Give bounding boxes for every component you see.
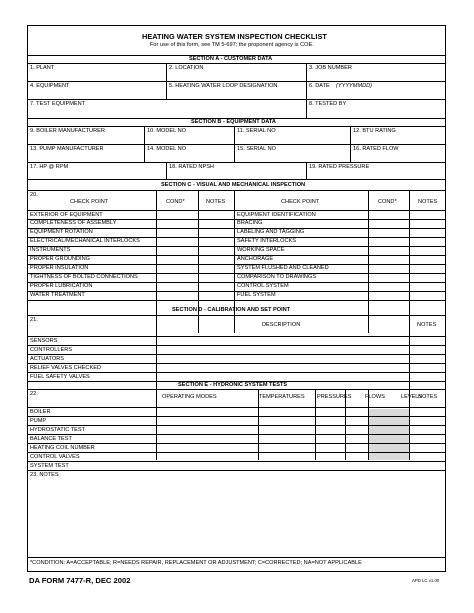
divider	[409, 315, 410, 389]
form-version: APD LC v1.00	[412, 578, 440, 583]
divider	[28, 300, 445, 301]
item-number-22: 22.	[30, 391, 38, 397]
operating-modes-header: OPERATING MODES	[162, 394, 217, 400]
check-point-header-left: CHECK POINT	[70, 199, 109, 205]
tested-by-field[interactable]: 8. TESTED BY	[309, 101, 347, 107]
btu-rating-field[interactable]: 12. BTU RATING	[353, 128, 396, 134]
check-item: ELECTRICAL/MECHANICAL INTERLOCKS	[30, 238, 140, 244]
inspection-checklist-form	[27, 25, 446, 572]
divider	[28, 363, 445, 364]
hp-rpm-field[interactable]: 17. HP @ RPM	[30, 164, 69, 170]
notes-area[interactable]: 23. NOTES	[30, 472, 59, 478]
form-title: HEATING WATER SYSTEM INSPECTION CHECKLIST	[142, 32, 327, 41]
hydronic-test-item: HEATING COIL NUMBER	[30, 445, 95, 451]
check-item: FUEL SYSTEM	[237, 292, 276, 298]
notes-header-right: NOTES	[418, 199, 438, 205]
pump-serial-field[interactable]: 15. SERIAL NO	[237, 146, 276, 152]
boiler-serial-field[interactable]: 11. SERIAL NO	[237, 128, 276, 134]
calibration-item: ACTUATORS	[30, 356, 64, 362]
divider	[28, 354, 445, 355]
divider	[28, 237, 445, 238]
item-number-21: 21.	[30, 317, 38, 323]
divider	[28, 246, 445, 247]
divider	[28, 372, 445, 373]
divider	[368, 190, 369, 333]
divider	[409, 190, 410, 333]
divider	[28, 470, 445, 471]
divider	[28, 255, 445, 256]
notes-header-left: NOTES	[206, 199, 226, 205]
hydronic-test-item: CONTROL VALVES	[30, 454, 80, 460]
divider	[28, 81, 445, 82]
check-item: COMPLETENESS OF ASSEMBLY	[30, 220, 117, 226]
divider	[28, 273, 445, 274]
divider	[166, 162, 167, 179]
location-field[interactable]: 2. LOCATION	[169, 65, 204, 71]
notes-header: NOTES	[418, 394, 438, 400]
divider	[28, 219, 445, 220]
divider	[28, 345, 445, 346]
rated-npsh-field[interactable]: 18. RATED NPSH	[169, 164, 214, 170]
divider	[28, 210, 445, 211]
divider	[28, 452, 445, 453]
divider	[28, 315, 445, 316]
check-item: SYSTEM FLUSHED AND CLEANED	[237, 265, 329, 271]
hydronic-test-item: HYDROSTATIC TEST	[30, 427, 86, 433]
divider	[28, 99, 445, 100]
temperatures-header: TEMPERATURES	[259, 394, 305, 400]
divider	[28, 425, 445, 426]
divider	[28, 416, 445, 417]
divider	[28, 557, 445, 558]
divider	[28, 407, 445, 408]
divider	[28, 228, 445, 229]
date-field[interactable]: 6. DATE	[309, 83, 330, 89]
hydronic-test-item: SYSTEM TEST	[30, 463, 69, 469]
check-item: PROPER GROUNDING	[30, 256, 90, 262]
section-e-title: SECTION E - HYDRONIC SYSTEM TESTS	[178, 382, 288, 388]
divider	[28, 389, 445, 390]
divider	[28, 291, 445, 292]
section-a-title: SECTION A - CUSTOMER DATA	[189, 56, 273, 62]
boiler-manufacturer-field[interactable]: 9. BOILER MANUFACTURER	[30, 128, 105, 134]
rated-flow-field[interactable]: 16. RATED FLOW	[353, 146, 399, 152]
pressures-header: PRESSURES	[317, 394, 352, 400]
check-item: WORKING SPACE	[237, 247, 285, 253]
boiler-model-field[interactable]: 10. MODEL NO	[147, 128, 186, 134]
check-item: LABELING AND TAGGING	[237, 229, 305, 235]
section-c-title: SECTION C - VISUAL AND MECHANICAL INSPECTION	[161, 182, 306, 188]
divider	[156, 190, 157, 333]
divider	[28, 434, 445, 435]
pump-model-field[interactable]: 14. MODEL NO	[147, 146, 186, 152]
divider	[28, 336, 445, 337]
check-item: COMPARISON TO DRAWINGS	[237, 274, 317, 280]
check-point-header-right: CHECK POINT	[281, 199, 320, 205]
divider	[28, 144, 445, 145]
form-id: DA FORM 7477-R, DEC 2002	[29, 576, 131, 585]
calibration-item: FUEL SAFETY VALVES	[30, 374, 90, 380]
date-format-hint: (YYYYMMDD)	[336, 83, 373, 89]
calibration-item: CONTROLLERS	[30, 347, 72, 353]
divider	[28, 179, 445, 180]
hydronic-test-item: BALANCE TEST	[30, 436, 72, 442]
section-b-title: SECTION B - EQUIPMENT DATA	[191, 119, 276, 125]
check-item: SAFETY INTERLOCKS	[237, 238, 296, 244]
description-header: DESCRIPTION	[262, 322, 301, 328]
form-subtitle: For use of this form, see TM 5-697; the proponent agency is COE.	[150, 42, 314, 48]
divider	[156, 315, 157, 389]
levels-header: LEVELS	[401, 394, 423, 400]
pump-manufacturer-field[interactable]: 13. PUMP MANUFACTURER	[30, 146, 104, 152]
divider	[28, 190, 445, 191]
test-equipment-field[interactable]: 7. TEST EQUIPMENT	[30, 101, 86, 107]
plant-field[interactable]: 1. PLANT	[30, 65, 55, 71]
divider	[28, 461, 445, 462]
check-item: EQUIPMENT IDENTIFICATION	[237, 212, 316, 218]
check-item: WATER TREATMENT	[30, 292, 85, 298]
check-item: PROPER LUBRICATION	[30, 283, 93, 289]
calibration-item: RELIEF VALVES CHECKED	[30, 365, 101, 371]
divider	[28, 264, 445, 265]
calibration-item: SENSORS	[30, 338, 58, 344]
job-number-field[interactable]: 3. JOB NUMBER	[309, 65, 352, 71]
check-item: PROPER INSULATION	[30, 265, 89, 271]
check-item: BRACING	[237, 220, 263, 226]
divider	[306, 162, 307, 179]
equipment-field[interactable]: 4. EQUIPMENT	[30, 83, 70, 89]
cond-header-left: COND*	[166, 199, 185, 205]
check-item: EQUIPMENT ROTATION	[30, 229, 93, 235]
divider	[28, 162, 445, 163]
flows-header: FLOWS	[365, 394, 385, 400]
notes-header: NOTES	[417, 322, 437, 328]
divider	[28, 282, 445, 283]
section-d-title: SECTION D - CALIBRATION AND SET POINT	[172, 307, 291, 313]
cond-header-right: COND*	[378, 199, 397, 205]
divider	[28, 443, 445, 444]
loop-designation-field[interactable]: 5. HEATING WATER LOOP DESIGNATION	[169, 83, 278, 89]
check-item: CONTROL SYSTEM	[237, 283, 289, 289]
divider	[306, 99, 307, 118]
hydronic-test-item: PUMP	[30, 418, 47, 424]
divider	[28, 63, 445, 64]
check-item: INSTRUMENTS	[30, 247, 71, 253]
rated-pressure-field[interactable]: 19. RATED PRESSURE	[309, 164, 370, 170]
check-item: TIGHTNESS OF BOLTED CONNECTIONS	[30, 274, 138, 280]
condition-legend: *CONDITION: A=ACCEPTABLE; R=NEEDS REPAIR, REPLACEMENT OR ADJUSTMENT; C=CORRECTED; NA=NOT APPLICABLE	[30, 560, 362, 566]
hydronic-test-item: BOILER	[30, 409, 51, 415]
item-number-20: 20.	[30, 192, 38, 198]
check-item: EXTERIOR OF EQUIPMENT	[30, 212, 103, 218]
check-item: ANCHORAGE	[237, 256, 274, 262]
divider	[28, 126, 445, 127]
